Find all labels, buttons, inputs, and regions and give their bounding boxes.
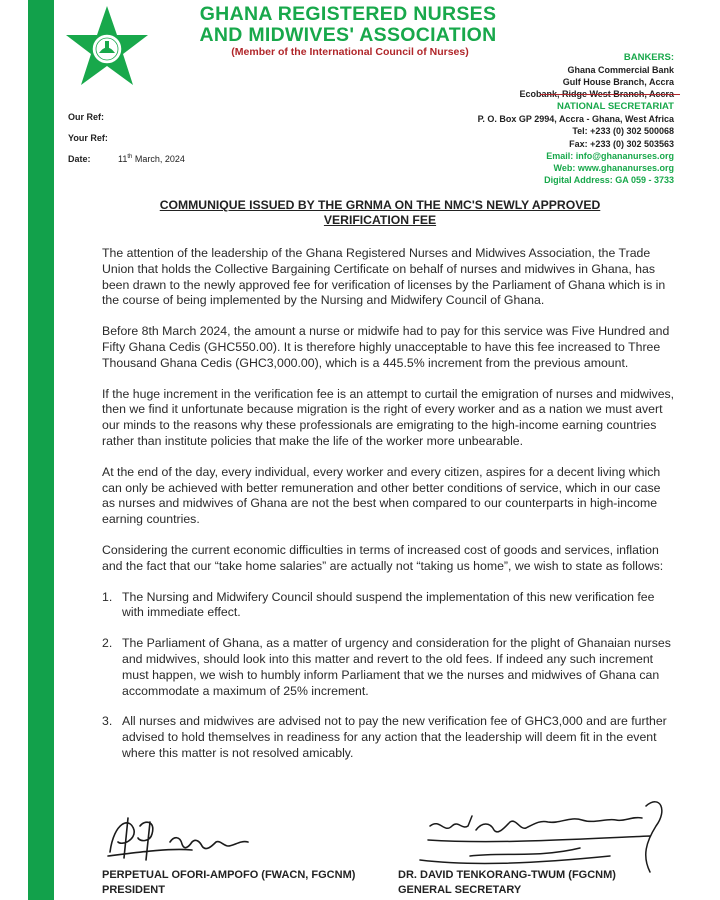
membership-note: (Member of the International Council of Nurses) [231,46,469,58]
secretariat-fax: Fax: +233 (0) 302 503563 [569,138,674,149]
bankers-block [519,52,674,100]
organization-name-line2: AND MIDWIVES' ASSOCIATION [199,24,497,46]
secretariat-email: Email: info@ghananurses.org [546,150,674,161]
reference-block [68,112,185,175]
secretariat-tel: Tel: +233 (0) 302 500068 [572,126,674,137]
secretariat-block [478,101,674,186]
letterhead-green-bar [28,0,54,900]
organization-name-line1: GHANA REGISTERED NURSES [199,3,497,25]
banker-line: Ghana Commercial Bank [567,65,674,75]
paragraph: At the end of the day, every individual, every worker and every citizen, aspires for a decent living which can only be achieved with better remuneration and other better conditions of service, which in our case as nurses and midwives of Ghana are not the best when compared to our counterparts in high-income earning countries. [102,464,661,527]
secretariat-address: P. O. Box GP 2994, Accra - Ghana, West Africa [477,114,674,125]
list-item [102,590,676,622]
signatory-president [102,868,355,898]
signatory-general-secretary [398,868,616,898]
list-item [102,636,676,699]
list-item-text: All nurses and midwives are advised not to pay the new verification fee of GHC3,000 and are further advised to hold themselves in readiness for any action that the leadership will deem fit in the event where this matter is not resolved amicably. [122,714,667,760]
your-ref-label: Your Ref: [68,133,108,143]
association-star-logo-icon [62,4,152,90]
demands-list [102,590,676,762]
paragraph: Before 8th March 2024, the amount a nurse or midwife had to pay for this service was Five Hundred and Fifty Ghana Cedis (GHC550.00). It is therefore highly unacceptable to have this fee increased to Three Thousand Ghana Cedis (GHC3,000.00), which is a 445.5% increment from the previous amount. [102,324,670,370]
organization-name [158,4,538,46]
list-item-number: 3. [102,714,113,729]
secretariat-web: Web: www.ghananurses.org [553,163,674,174]
banker-line: Gulf House Branch, Accra [562,77,674,87]
secretariat-heading: NATIONAL SECRETARIAT [557,101,674,112]
list-item-number: 2. [102,636,113,651]
president-signature-icon [100,812,290,868]
paragraph: Considering the current economic difficulties in terms of increased cost of goods and services, inflation and the fact that our “take home salaries” are actually not “taking us home”, we wish to state as follows: [102,542,664,573]
list-item [102,714,676,761]
date-day: 11 [118,154,128,164]
heading-line1: COMMUNIQUE ISSUED BY THE GRNMA ON THE NMC'S NEWLY APPROVED [159,198,601,212]
banker-line: Ecobank, Ridge West Branch, Accra [519,89,674,99]
bankers-heading: BANKERS: [623,52,674,63]
date-value [118,154,185,175]
date-rest: March, 2024 [132,154,185,164]
signatory-name: DR. DAVID TENKORANG-TWUM (FGCNM) [398,869,616,881]
date-label: Date: [68,154,91,164]
communique-heading [150,198,610,228]
paragraph: The attention of the leadership of the Ghana Registered Nurses and Midwives Association, the Trade Union that holds the Collective Bargaining Certificate on behalf of nurses and midwives in Ghana, has been drawn to the newly approved fee for verification of licenses by the Parliament of Ghana which is in the course of being implemented by the Nursing and Midwifery Council of Ghana. [102,246,666,308]
list-item-number: 1. [102,589,113,604]
paragraph: If the huge increment in the verification fee is an attempt to curtail the emigration of nurses and midwives, then we find it unfortunate because migration is the right of every worker and as a nation we must avert our minds to the reasons why these professionals are emigrating to the high-income earning countries rather than institute policies that make the life of the worker more unbearable. [102,386,675,448]
list-item-text: The Parliament of Ghana, as a matter of urgency and consideration for the plight of Ghanaian nurses and midwives, should look into this matter and revert to the old fees. If indeed any such increment must happen, we wish to humbly inform Parliament that we the nurses and midwives of Ghana can accommodate a maximum of 25% increment. [122,636,671,698]
signatory-title: GENERAL SECRETARY [398,884,522,896]
secretariat-digital-address: Digital Address: GA 059 - 3733 [544,175,674,186]
header-divider [540,94,680,95]
our-ref-label: Our Ref: [68,112,104,122]
signatory-name: PERPETUAL OFORI-AMPOFO (FWACN, FGCNM) [102,869,356,881]
heading-line2: VERIFICATION FEE [323,213,437,227]
communique-body [102,246,676,777]
list-item-text: The Nursing and Midwifery Council should suspend the implementation of this new verification fee with immediate effect. [122,589,655,620]
date-suffix: th [127,154,133,160]
signatory-title: PRESIDENT [102,884,165,896]
